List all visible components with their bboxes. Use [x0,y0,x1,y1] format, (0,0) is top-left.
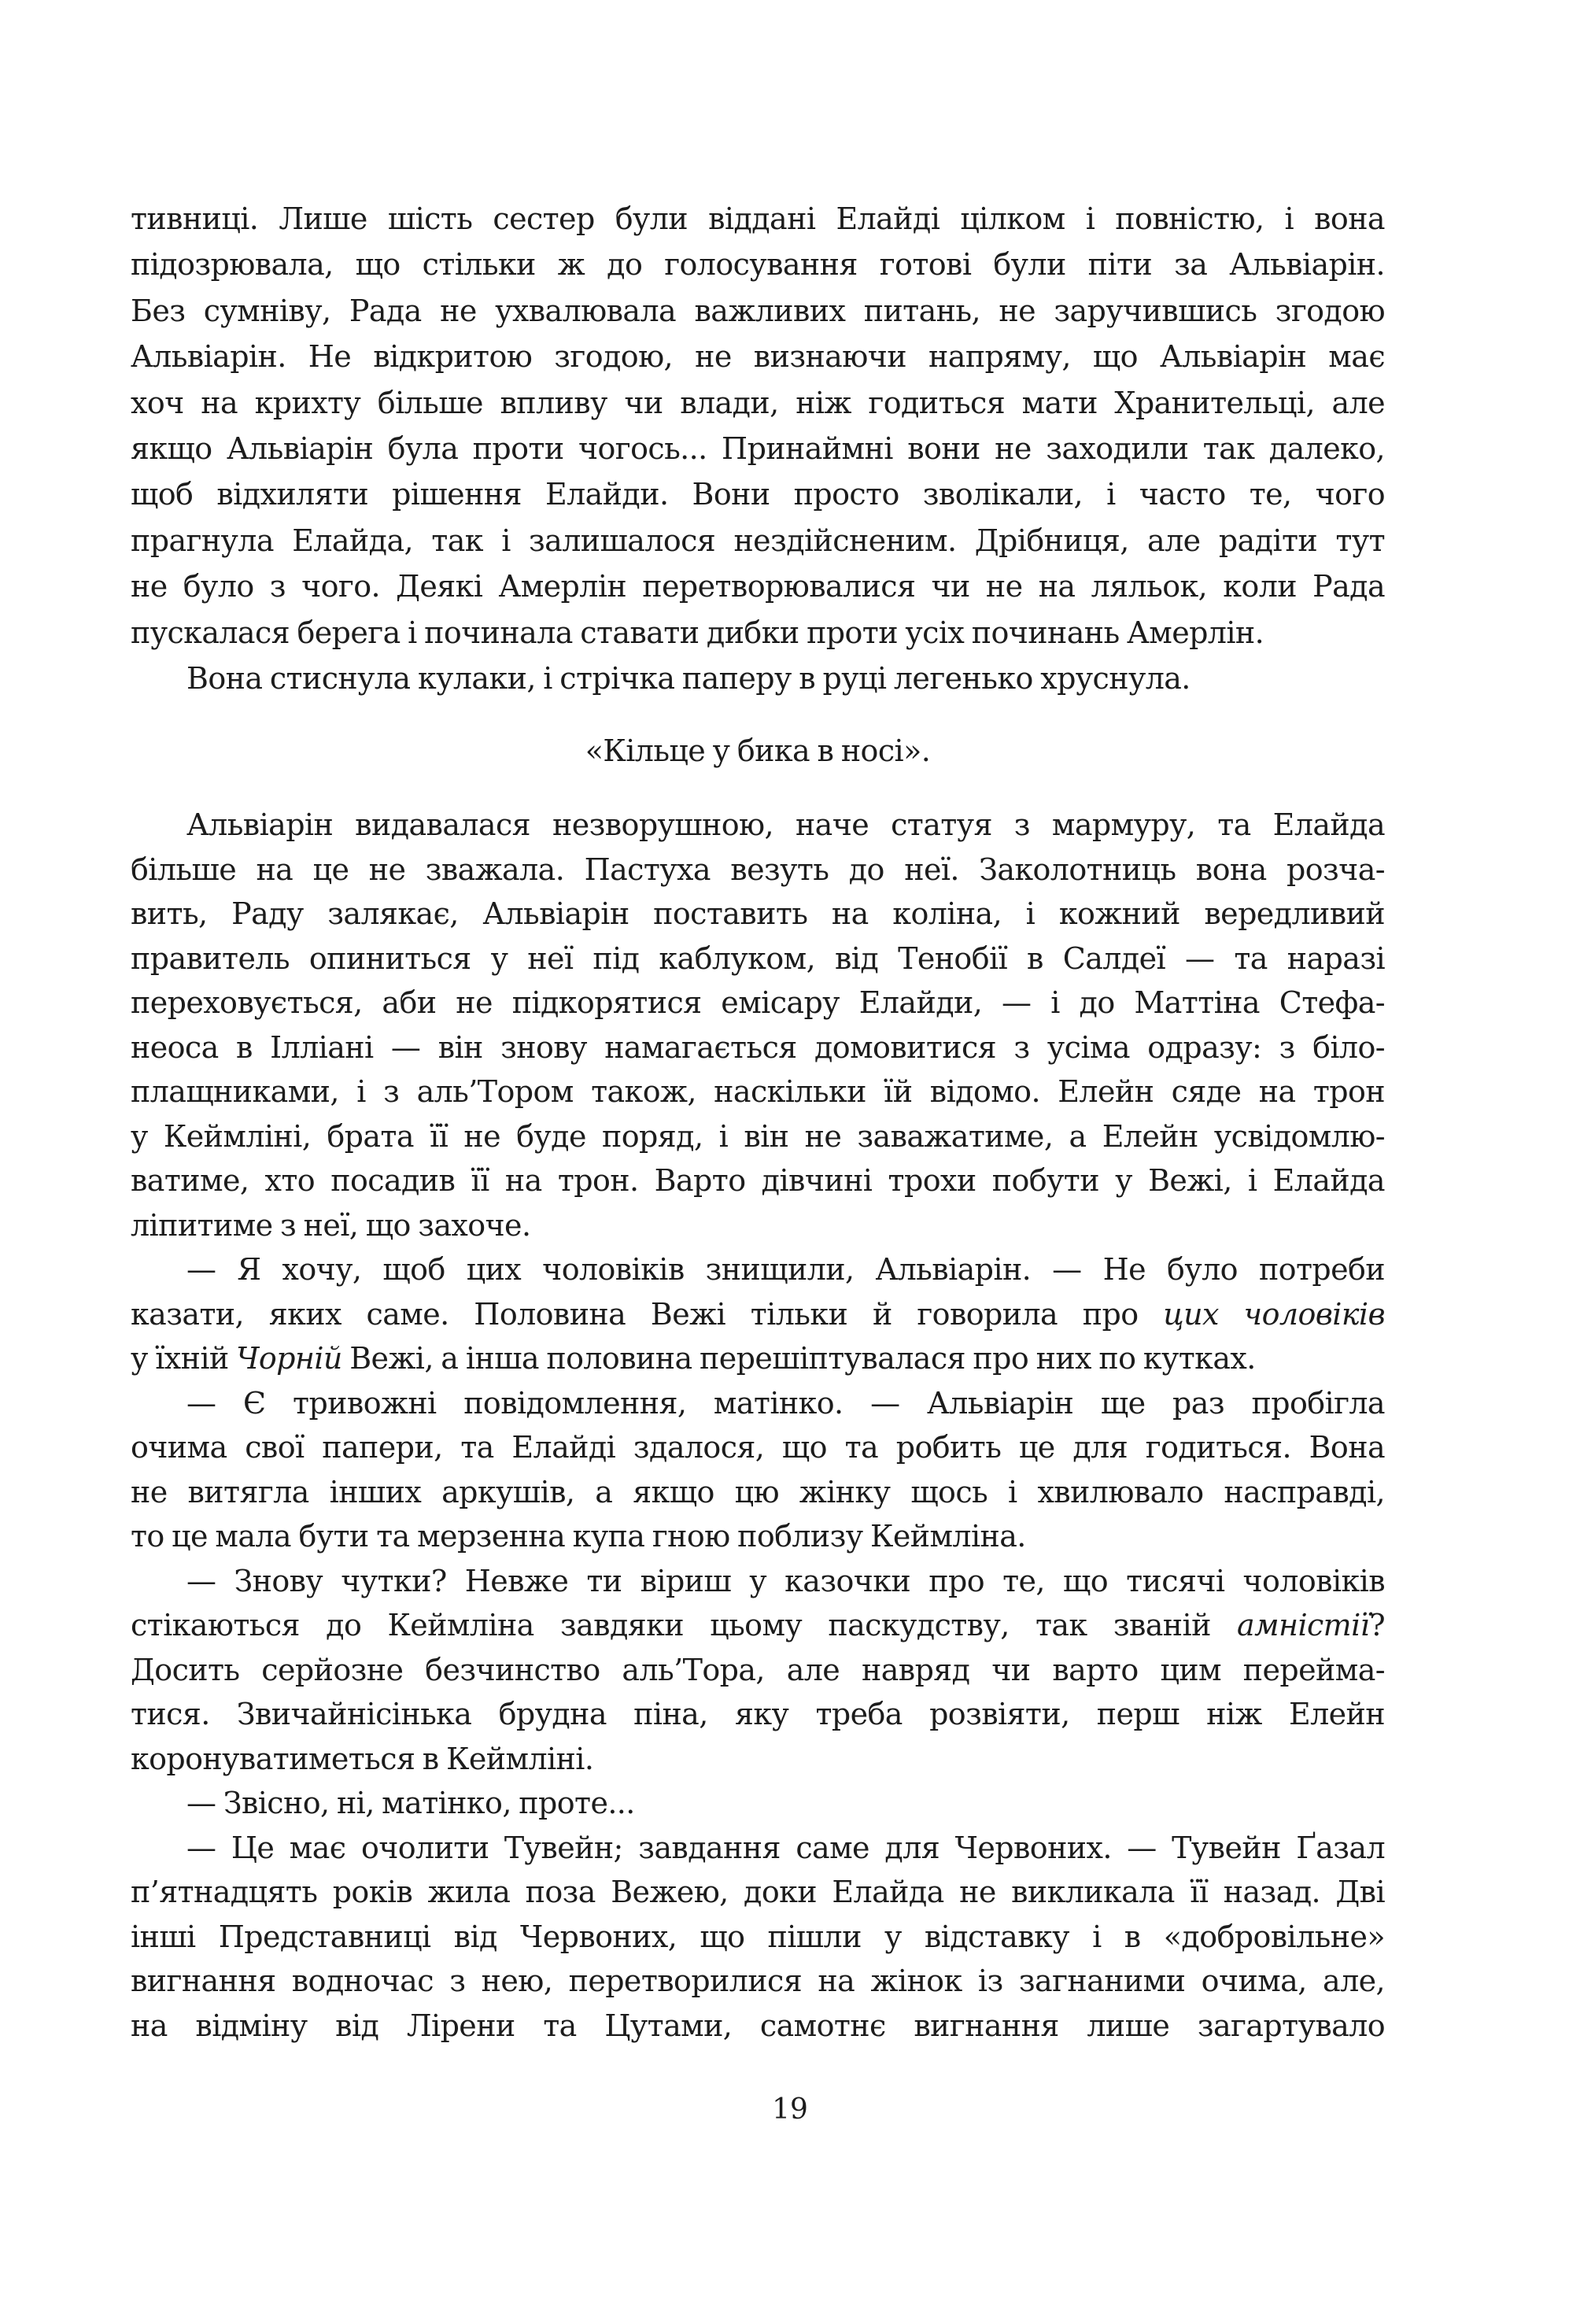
text-line [131,1381,1385,1426]
text-segment: — Це має очолити Тувейн; завдання саме для Червоних. — Тувейн Ґазал [186,1830,1385,1865]
text-line [131,1692,1385,1737]
text-line [131,1114,1385,1159]
text-segment: стікаються до Кеймліна завдяки цьому паскудству, так званій [131,1608,1238,1642]
text-line [131,1514,1385,1559]
text-segment: не було з чого. Деякі Амерлін перетворювалися чи не на ляльок, коли Рада [131,569,1385,604]
text-segment: переховується, аби не підкорятися емісару Елайди, — і до Маттіна Стефа- [131,985,1385,1020]
text-segment: вить, Раду залякає, Альвіарін поставить на коліна, і кожний вередливий [131,896,1385,931]
text-segment: на відміну від Лірени та Цутами, самотнє вигнання лише загартувало [131,2008,1385,2043]
text-segment: правитель опиниться у неї під каблуком, від Тенобії в Салдеї — та наразі [131,940,1385,976]
text-line [131,427,1385,471]
text-line [131,1203,1385,1248]
text-line [131,1025,1385,1070]
text-segment: «Кільце у бика в носі». [585,733,931,768]
text-segment: — Звісно, ні, матінко, проте... [186,1786,635,1820]
text-line [131,656,1385,701]
text-segment: пускалася берега і починала ставати дибки проти усіх починань Амерлін. [131,615,1264,650]
text-line [131,892,1385,937]
text-line [131,381,1385,426]
text-segment: ватиме, хто посадив її на трон. Варто дівчині трохи побути у Вежі, і Елайда [131,1163,1385,1198]
text-line [131,1292,1385,1337]
text-line [131,334,1385,379]
text-line [131,1737,1385,1782]
text-segment: не витягла інших аркушів, а якщо цю жінку щось і хвилювало насправді, [131,1474,1385,1509]
text-line [131,564,1385,609]
text-line [131,1959,1385,2004]
text-line [131,981,1385,1025]
text-segment: у Кеймліні, брата її не буде поряд, і він не заважатиме, а Елейн усвідомлю- [131,1118,1385,1154]
text-segment: ? [1369,1608,1385,1642]
text-segment: коронуватиметься в Кеймліні. [131,1741,594,1776]
page-number: 19 [772,2093,808,2126]
text-segment: вигнання водночас з нею, перетворилися на жінок із загнаними очима, але, [131,1964,1385,1998]
text-segment: казати, яких саме. Половина Вежі тільки й говорила про [131,1296,1164,1332]
text-line [131,1559,1385,1604]
centered-quote-line [131,729,1385,774]
text-segment: — Є тривожні повідомлення, матінко. — Альвіарін ще раз пробігла [186,1385,1385,1421]
text-segment: у їхній [131,1341,237,1376]
text-line [131,519,1385,563]
text-segment: тивниці. Лише шість сестер були віддані Елайді цілком і повністю, і вона [131,201,1385,236]
text-segment: Альвіарін. Не відкритою згодою, не визнаючи напряму, що Альвіарін має [131,339,1385,375]
text-segment: неоса в Ілліані — він знову намагається домовитися з усіма одразу: з біло- [131,1029,1385,1065]
text-line [131,1781,1385,1826]
text-segment: ліпитиме з неї, що захоче. [131,1207,531,1243]
text-line [131,1425,1385,1470]
text-segment: більше на це не зважала. Пастуха везуть до неї. Заколотниць вона розча- [131,852,1385,887]
text-line [131,848,1385,892]
text-line [131,803,1385,848]
text-line [131,1158,1385,1203]
text-line [131,1915,1385,1960]
text-line [131,1070,1385,1114]
text-line [131,242,1385,287]
text-segment: — Знову чутки? Невже ти віриш у казочки про те, що тисячі чоловіків [186,1563,1385,1598]
text-segment: Вежі, а інша половина перешіптувалася про них по кутках. [341,1341,1256,1376]
text-line [131,1247,1385,1292]
text-line [131,1470,1385,1515]
italic-text: амністії [1237,1608,1370,1642]
text-segment: хоч на крихту більше впливу чи влади, ніж годиться мати Хранительці, але [131,385,1385,420]
text-line [131,1336,1385,1381]
text-segment: Вона стиснула кулаки, і стрічка паперу в руці легенько хруснула. [186,661,1191,696]
text-line [131,1826,1385,1871]
text-segment: якщо Альвіарін була проти чогось... Принаймні вони не заходили так далеко, [131,431,1385,466]
text-line [131,1603,1385,1648]
text-line [131,611,1385,656]
text-line [131,1648,1385,1693]
text-line [131,289,1385,334]
text-segment: щоб відхиляти рішення Елайди. Вони просто зволікали, і часто те, чого [131,477,1385,512]
italic-text: Чорній [236,1341,342,1376]
text-segment: то це мала бути та мерзенна купа гною поблизу Кеймліна. [131,1519,1026,1554]
italic-text: цих чоловіків [1163,1296,1385,1332]
text-segment: інші Представниці від Червоних, що пішли у відставку і в «добровільне» [131,1919,1385,1954]
text-line [131,472,1385,517]
text-segment: Досить серйозне безчинство аль’Тора, але навряд чи варто цим перейма- [131,1652,1385,1687]
text-line [131,1870,1385,1915]
text-line [131,197,1385,242]
text-segment: Без сумніву, Рада не ухвалювала важливих питань, не заручившись згодою [131,293,1385,328]
text-segment: прагнула Елайда, так і залишалося нездійсненим. Дрібниця, але радіти тут [131,523,1385,558]
text-segment: підозрювала, що стільки ж до голосування готові були піти за Альвіарін. [131,247,1385,283]
text-segment: — Я хочу, щоб цих чоловіків знищили, Альвіарін. — Не було потреби [186,1252,1385,1287]
text-segment: Альвіарін видавалася незворушною, наче статуя з мармуру, та Елайда [186,807,1385,842]
text-line [131,2004,1385,2049]
text-segment: очима свої папери, та Елайді здалося, що та робить це для годиться. Вона [131,1430,1385,1465]
text-segment: п’ятнадцять років жила поза Вежею, доки Елайда не викликала її назад. Дві [131,1875,1385,1909]
text-segment: плащниками, і з аль’Тором також, наскільки їй відомо. Елейн сяде на трон [131,1074,1385,1109]
text-segment: тися. Звичайнісінька брудна піна, яку треба розвіяти, перш ніж Елейн [131,1697,1385,1731]
text-line [131,937,1385,981]
